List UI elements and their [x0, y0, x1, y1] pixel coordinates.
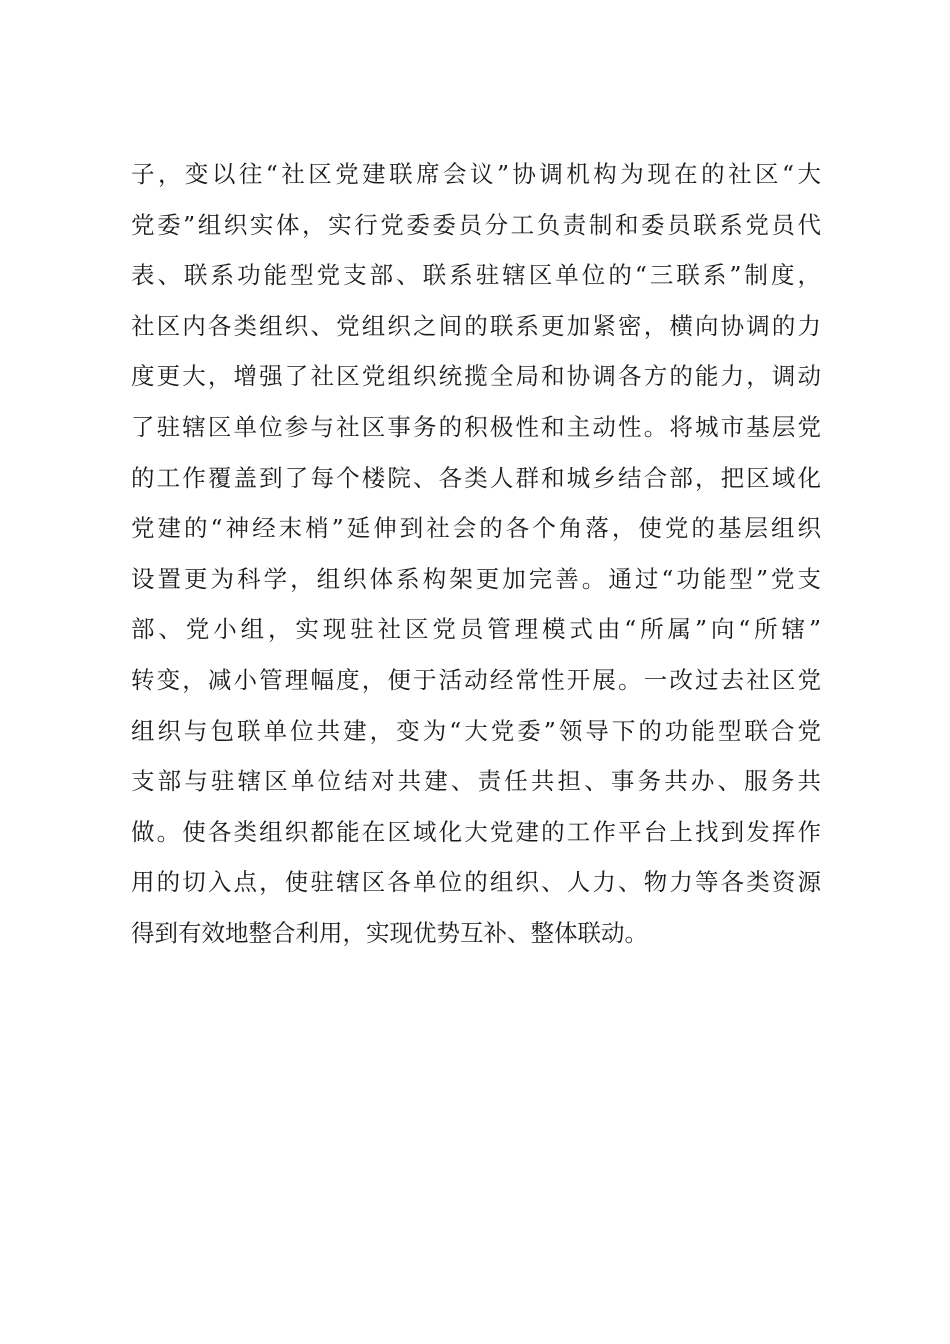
text-line: 用的切入点，使驻辖区各单位的组织、人力、物力等各类资源 [131, 868, 821, 897]
text-line: 度更大，增强了社区党组织统揽全局和协调各方的能力，调动 [131, 362, 821, 391]
body-paragraph [131, 149, 821, 959]
text-line: 了驻辖区单位参与社区事务的积极性和主动性。将城市基层党 [131, 412, 821, 441]
text-line: 做。使各类组织都能在区域化大党建的工作平台上找到发挥作 [131, 817, 821, 846]
text-line: 社区内各类组织、党组织之间的联系更加紧密，横向协调的力 [131, 311, 821, 340]
text-line: 转变，减小管理幅度，便于活动经常性开展。一改过去社区党 [131, 665, 821, 694]
text-line: 表、联系功能型党支部、联系驻辖区单位的“三联系”制度， [131, 261, 821, 290]
text-line: 得到有效地整合利用，实现优势互补、整体联动。 [131, 918, 648, 947]
text-line: 子，变以往“社区党建联席会议”协调机构为现在的社区“大 [131, 160, 821, 188]
text-line: 设置更为科学，组织体系构架更加完善。通过“功能型”党支 [131, 564, 821, 593]
text-line: 党委”组织实体，实行党委委员分工负责制和委员联系党员代 [131, 210, 821, 239]
text-line: 的工作覆盖到了每个楼院、各类人群和城乡结合部，把区域化 [131, 463, 821, 492]
text-line: 部、党小组，实现驻社区党员管理模式由“所属”向“所辖” [131, 615, 821, 644]
text-line: 支部与驻辖区单位结对共建、责任共担、事务共办、服务共 [131, 767, 821, 796]
text-line: 党建的“神经末梢”延伸到社会的各个角落，使党的基层组织 [131, 514, 821, 543]
text-line: 组织与包联单位共建，变为“大党委”领导下的功能型联合党 [131, 716, 821, 745]
